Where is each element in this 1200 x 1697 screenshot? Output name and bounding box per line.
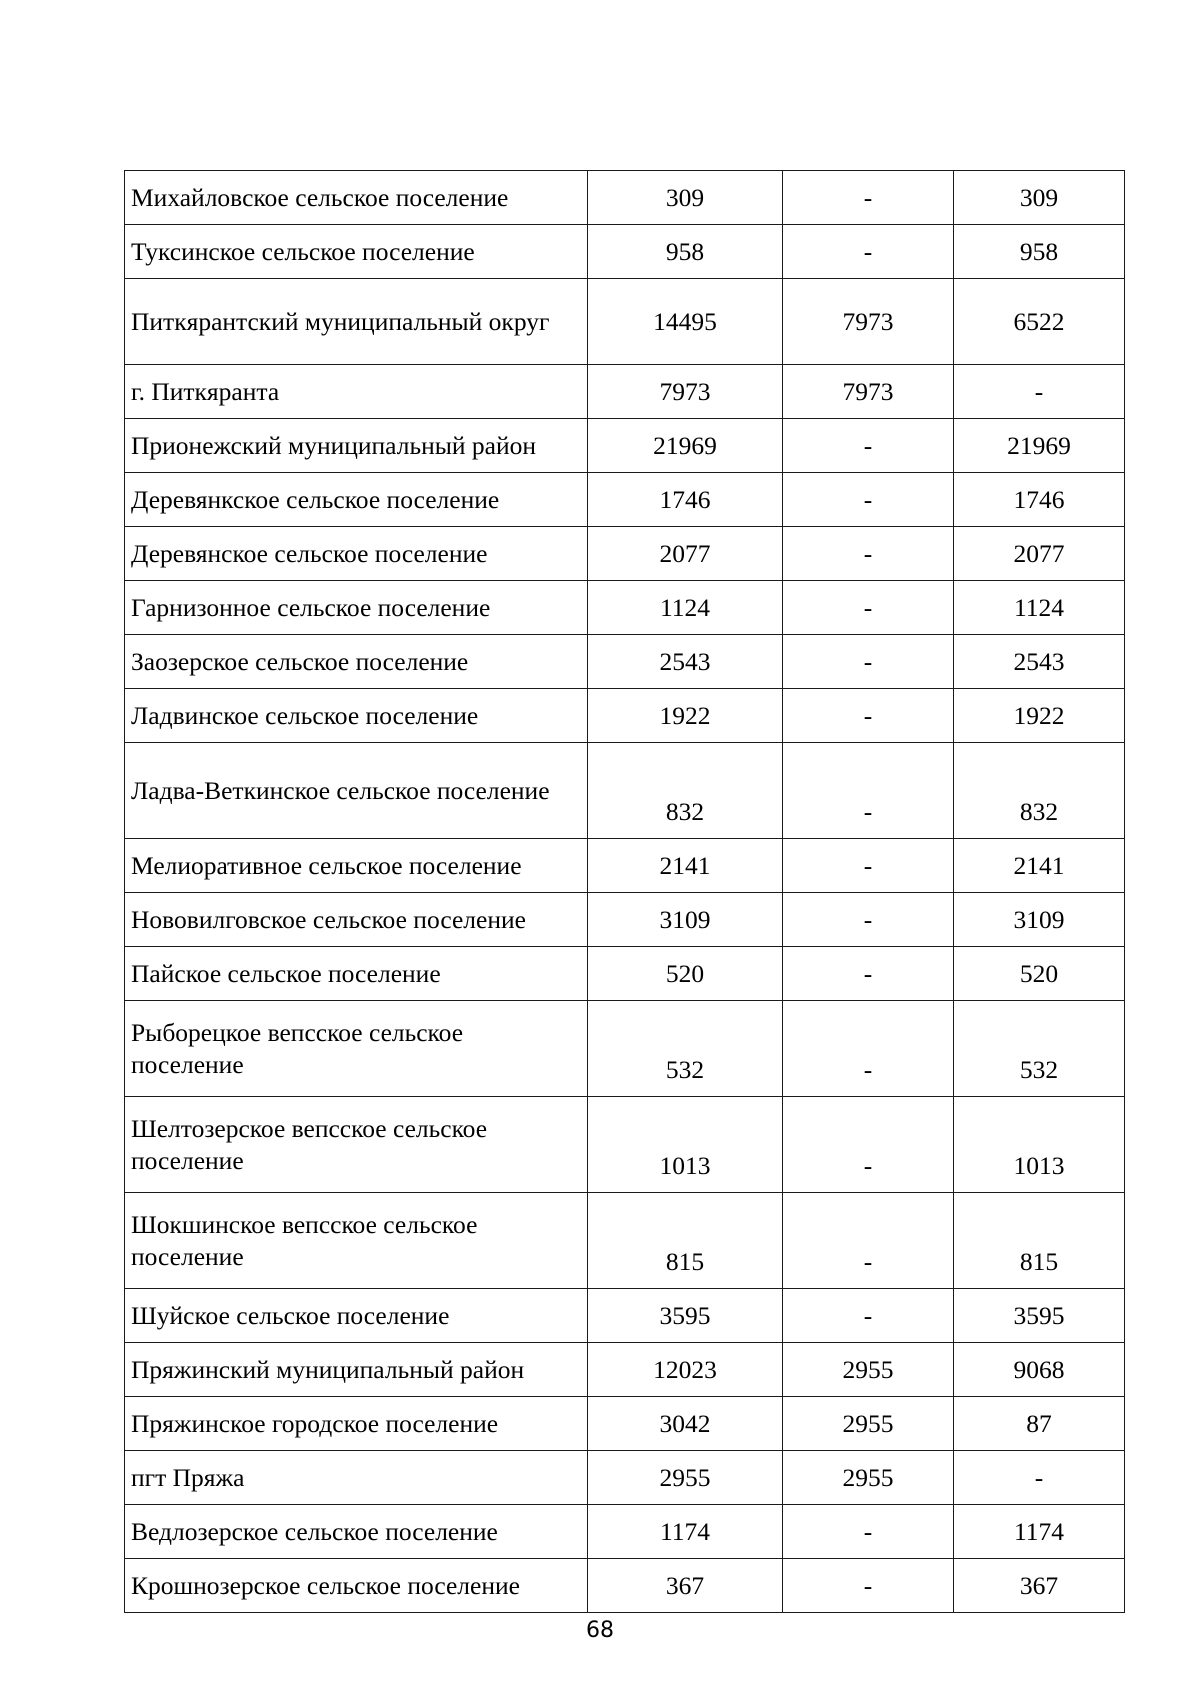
total-population: 1013: [588, 1097, 783, 1193]
rural-population: 532: [954, 1001, 1125, 1097]
total-population: 1922: [588, 689, 783, 743]
total-population: 367: [588, 1559, 783, 1613]
settlement-name: Туксинское сельское поселение: [125, 225, 588, 279]
settlement-name: Крошнозерское сельское поселение: [125, 1559, 588, 1613]
urban-population: 7973: [783, 365, 954, 419]
table-row: [125, 473, 1125, 527]
rural-population: 309: [954, 171, 1125, 225]
total-population: 958: [588, 225, 783, 279]
table-row: [125, 635, 1125, 689]
table-row: [125, 419, 1125, 473]
table-row: [125, 1505, 1125, 1559]
total-population: 12023: [588, 1343, 783, 1397]
urban-population: -: [783, 1559, 954, 1613]
table-row: [125, 365, 1125, 419]
rural-population: 1922: [954, 689, 1125, 743]
total-population: 3109: [588, 893, 783, 947]
settlement-name: г. Питкяранта: [125, 365, 588, 419]
total-population: 520: [588, 947, 783, 1001]
rural-population: 2141: [954, 839, 1125, 893]
urban-population: 2955: [783, 1397, 954, 1451]
total-population: 3042: [588, 1397, 783, 1451]
settlement-name: Заозерское сельское поселение: [125, 635, 588, 689]
table-row: [125, 743, 1125, 839]
total-population: 2077: [588, 527, 783, 581]
urban-population: 2955: [783, 1343, 954, 1397]
urban-population: -: [783, 473, 954, 527]
settlement-name: Питкярантский муниципальный округ: [125, 279, 588, 365]
settlement-name: Гарнизонное сельское поселение: [125, 581, 588, 635]
table-row: [125, 1343, 1125, 1397]
urban-population: -: [783, 1193, 954, 1289]
table-row: [125, 1289, 1125, 1343]
settlement-name: Деревянкское сельское поселение: [125, 473, 588, 527]
total-population: 21969: [588, 419, 783, 473]
rural-population: 1124: [954, 581, 1125, 635]
rural-population: 21969: [954, 419, 1125, 473]
table-row: [125, 689, 1125, 743]
total-population: 532: [588, 1001, 783, 1097]
rural-population: 832: [954, 743, 1125, 839]
settlement-name: Шелтозерское вепсское сельское поселение: [125, 1097, 588, 1193]
total-population: 2955: [588, 1451, 783, 1505]
table-row: [125, 947, 1125, 1001]
urban-population: -: [783, 689, 954, 743]
urban-population: -: [783, 1097, 954, 1193]
total-population: 309: [588, 171, 783, 225]
settlement-name: Ведлозерское сельское поселение: [125, 1505, 588, 1559]
settlement-name: Пряжинский муниципальный район: [125, 1343, 588, 1397]
table-row: [125, 279, 1125, 365]
urban-population: -: [783, 1289, 954, 1343]
urban-population: -: [783, 171, 954, 225]
total-population: 2141: [588, 839, 783, 893]
settlement-name: Прионежский муниципальный район: [125, 419, 588, 473]
settlement-name: Нововилговское сельское поселение: [125, 893, 588, 947]
settlement-name: Шокшинское вепсское сельское поселение: [125, 1193, 588, 1289]
table-row: [125, 839, 1125, 893]
total-population: 2543: [588, 635, 783, 689]
rural-population: 3595: [954, 1289, 1125, 1343]
page-number: 68: [586, 1618, 614, 1643]
rural-population: 815: [954, 1193, 1125, 1289]
rural-population: 3109: [954, 893, 1125, 947]
total-population: 3595: [588, 1289, 783, 1343]
settlement-name: Деревянское сельское поселение: [125, 527, 588, 581]
urban-population: -: [783, 839, 954, 893]
rural-population: 2543: [954, 635, 1125, 689]
total-population: 1746: [588, 473, 783, 527]
urban-population: -: [783, 1505, 954, 1559]
rural-population: 1174: [954, 1505, 1125, 1559]
rural-population: 6522: [954, 279, 1125, 365]
urban-population: -: [783, 1001, 954, 1097]
total-population: 7973: [588, 365, 783, 419]
population-table: [124, 170, 1125, 1613]
table-row: [125, 581, 1125, 635]
total-population: 815: [588, 1193, 783, 1289]
table-row: [125, 893, 1125, 947]
total-population: 1174: [588, 1505, 783, 1559]
rural-population: -: [954, 1451, 1125, 1505]
table-row: [125, 225, 1125, 279]
rural-population: 9068: [954, 1343, 1125, 1397]
rural-population: 1746: [954, 473, 1125, 527]
urban-population: 7973: [783, 279, 954, 365]
settlement-name: Ладвинское сельское поселение: [125, 689, 588, 743]
urban-population: 2955: [783, 1451, 954, 1505]
table-row: [125, 1001, 1125, 1097]
urban-population: -: [783, 225, 954, 279]
settlement-name: Михайловское сельское поселение: [125, 171, 588, 225]
settlement-name: Рыборецкое вепсское сельское поселение: [125, 1001, 588, 1097]
rural-population: 958: [954, 225, 1125, 279]
table-row: [125, 1451, 1125, 1505]
rural-population: 2077: [954, 527, 1125, 581]
settlement-name: Пряжинское городское поселение: [125, 1397, 588, 1451]
rural-population: 520: [954, 947, 1125, 1001]
settlement-name: Ладва-Веткинское сельское поселение: [125, 743, 588, 839]
total-population: 1124: [588, 581, 783, 635]
table-row: [125, 1193, 1125, 1289]
urban-population: -: [783, 581, 954, 635]
settlement-name: Пайское сельское поселение: [125, 947, 588, 1001]
table-row: [125, 171, 1125, 225]
table-row: [125, 1559, 1125, 1613]
rural-population: 87: [954, 1397, 1125, 1451]
urban-population: -: [783, 527, 954, 581]
table-row: [125, 1097, 1125, 1193]
urban-population: -: [783, 743, 954, 839]
urban-population: -: [783, 419, 954, 473]
total-population: 14495: [588, 279, 783, 365]
total-population: 832: [588, 743, 783, 839]
urban-population: -: [783, 947, 954, 1001]
urban-population: -: [783, 635, 954, 689]
rural-population: -: [954, 365, 1125, 419]
rural-population: 1013: [954, 1097, 1125, 1193]
rural-population: 367: [954, 1559, 1125, 1613]
settlement-name: Мелиоративное сельское поселение: [125, 839, 588, 893]
settlement-name: пгт Пряжа: [125, 1451, 588, 1505]
urban-population: -: [783, 893, 954, 947]
table-row: [125, 1397, 1125, 1451]
settlement-name: Шуйское сельское поселение: [125, 1289, 588, 1343]
table-row: [125, 527, 1125, 581]
